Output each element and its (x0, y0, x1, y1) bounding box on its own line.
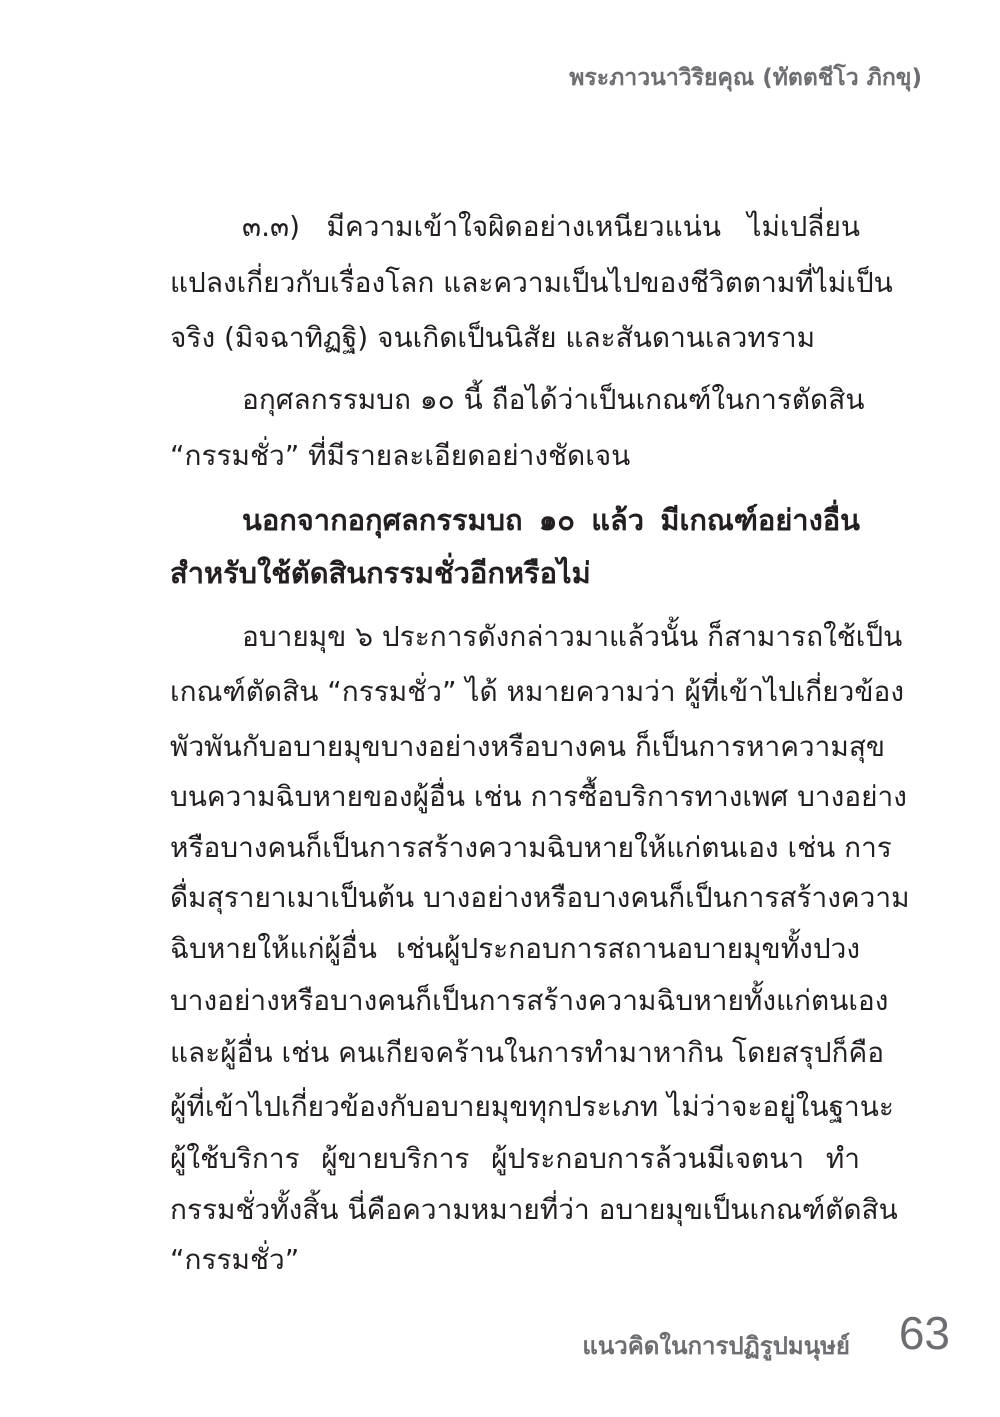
body-line: ผู้ที่เข้าไปเกี่ยวข้องกับอบายมุขทุกประเภท ไม่ว่าจะอยู่ในฐานะ (170, 1090, 894, 1123)
body-line: “กรรมชั่ว” ที่มีรายละเอียดอย่างชัดเจน (170, 439, 631, 472)
body-line: แปลงเกี่ยวกับเรื่องโลก และความเป็นไปของชีวิตตามที่ไม่เป็น (170, 266, 893, 299)
body-line: และผู้อื่น เช่น คนเกียจคร้านในการทำมาหากิน โดยสรุปก็คือ (170, 1036, 885, 1069)
body-line: “กรรมชั่ว” (170, 1243, 300, 1276)
body-line: พัวพันกับอบายมุขบางอย่างหรือบางคน ก็เป็นการหาความสุข (170, 730, 886, 763)
body-line: ดื่มสุรายาเมาเป็นต้น บางอย่างหรือบางคนก็เป็นการสร้างความ (170, 881, 910, 914)
section-heading: สำหรับใช้ตัดสินกรรมชั่วอีกหรือไม่ (170, 556, 591, 590)
body-line: เกณฑ์ตัดสิน “กรรมชั่ว” ได้ หมายความว่า ผู้ที่เข้าไปเกี่ยวข้อง (170, 675, 904, 708)
body-line: อกุศลกรรมบถ ๑๐ นี้ ถือได้ว่าเป็นเกณฑ์ในการตัดสิน (242, 383, 865, 416)
body-line: กรรมชั่วทั้งสิ้น นี่คือความหมายที่ว่า อบายมุขเป็นเกณฑ์ตัดสิน (170, 1193, 898, 1226)
body-line: บนความฉิบหายของผู้อื่น เช่น การซื้อบริการทางเพศ บางอย่าง (170, 780, 907, 813)
body-line: บางอย่างหรือบางคนก็เป็นการสร้างความฉิบหายทั้งแก่ตนเอง (170, 984, 889, 1017)
page-number: 63 (898, 1307, 950, 1359)
body-line: ฉิบหายให้แก่ผู้อื่น เช่นผู้ประกอบการสถานอบายมุขทั้งปวง (170, 932, 860, 965)
running-header: พระภาวนาวิริยคุณ (ทัตตชีโว ภิกขุ) (569, 65, 922, 91)
body-line: ๓.๓) มีความเข้าใจผิดอย่างเหนียวแน่น ไม่เปลี่ยน (242, 210, 860, 243)
body-line: ผู้ใช้บริการ ผู้ขายบริการ ผู้ประกอบการล้วนมีเจตนา ทำ (170, 1142, 860, 1175)
body-line: จริง (มิจฉาทิฏฐิ) จนเกิดเป็นนิสัย และสันดานเลวทราม (170, 321, 816, 354)
body-line: อบายมุข ๖ ประการดังกล่าวมาแล้วนั้น ก็สามารถใช้เป็น (242, 620, 903, 653)
section-heading: นอกจากอกุศลกรรมบถ ๑๐ แล้ว มีเกณฑ์อย่างอื่น (242, 503, 860, 537)
footer-book-title: แนวคิดในการปฏิรูปมนุษย์ (582, 1332, 850, 1360)
body-line: หรือบางคนก็เป็นการสร้างความฉิบหายให้แก่ตนเอง เช่น การ (170, 831, 892, 864)
